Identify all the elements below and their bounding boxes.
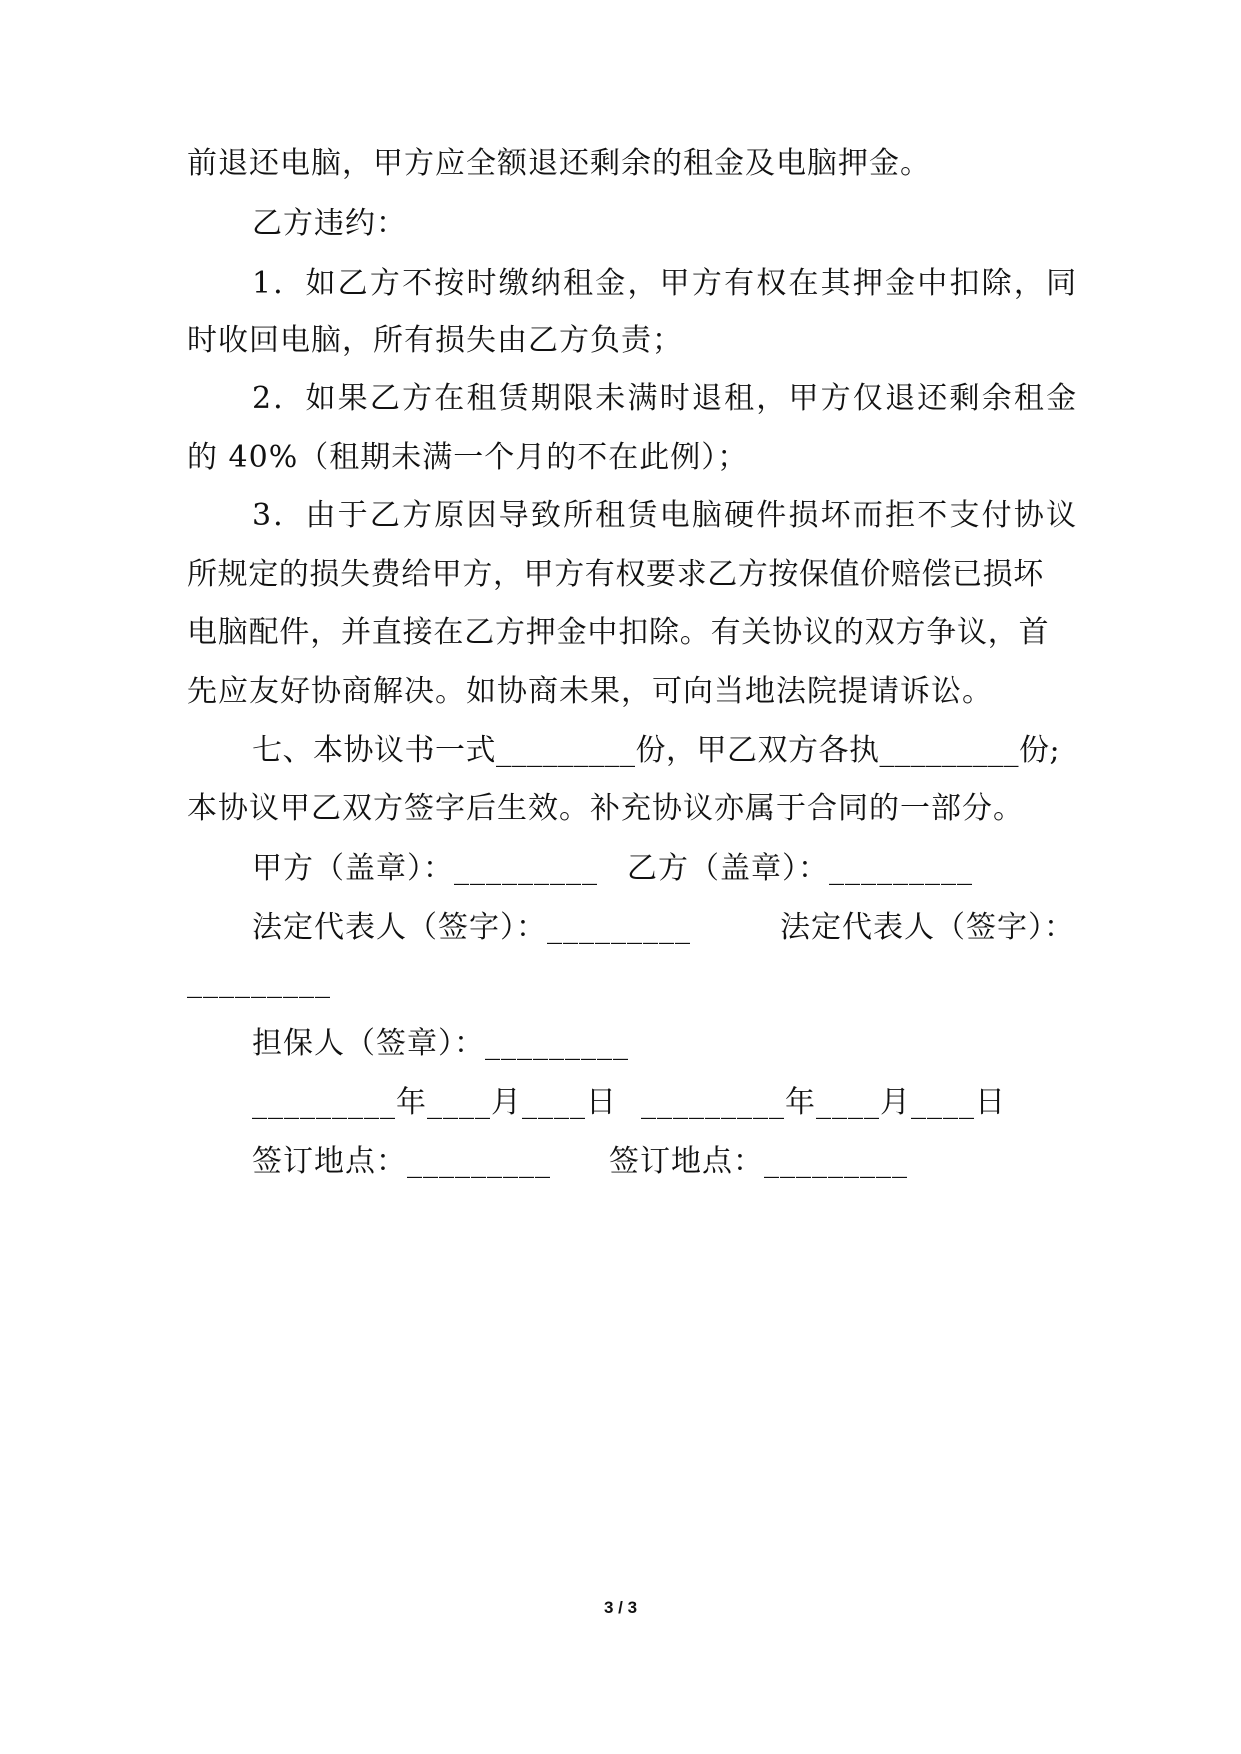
legal-rep-a-signature: 法定代表人（签字）：_________ <box>252 910 691 945</box>
date-party-b: _________年____月____日 <box>641 1085 1006 1120</box>
clause-3-line-2: 所规定的损失费给甲方，甲方有权要求乙方按保值价赔偿已损坏 <box>187 557 1044 592</box>
signing-place-a: 签订地点：_________ <box>252 1144 551 1179</box>
clause-1-line-2: 时收回电脑，所有损失由乙方负责； <box>187 323 683 358</box>
clause-7-line-1: 七、本协议书一式_________份，甲乙双方各执_________份; <box>252 733 1061 768</box>
legal-rep-b-signature: 法定代表人（签字）： <box>780 910 1075 945</box>
party-a-seal: 甲方（盖章）：_________ <box>252 851 598 886</box>
section-heading-party-b-breach: 乙方违约： <box>252 206 407 241</box>
clause-2-line-2: 的 40%（租期未满一个月的不在此例）； <box>187 440 749 475</box>
body-line: 前退还电脑，甲方应全额退还剩余的租金及电脑押金。 <box>187 146 931 181</box>
clause-3-line-3: 电脑配件，并直接在乙方押金中扣除。有关协议的双方争议，首 <box>187 615 1050 650</box>
guarantor-signature: 担保人（签章）：_________ <box>252 1026 629 1061</box>
clause-3-line-1: 3．由于乙方原因导致所租赁电脑硬件损坏而拒不支付协议 <box>252 498 1079 533</box>
clause-3-line-4: 先应友好协商解决。如协商未果，可向当地法院提请诉讼。 <box>187 674 993 709</box>
clause-7-line-2: 本协议甲乙双方签字后生效。补充协议亦属于合同的一部分。 <box>187 791 1024 826</box>
page-number: 3 / 3 <box>603 1598 638 1617</box>
legal-rep-b-signature-blank: _________ <box>187 964 331 999</box>
signing-place-b: 签订地点：_________ <box>609 1144 908 1179</box>
party-b-seal: 乙方（盖章）：_________ <box>627 851 973 886</box>
date-party-a: _________年____月____日 <box>252 1085 617 1120</box>
clause-1-line-1: 1．如乙方不按时缴纳租金，甲方有权在其押金中扣除，同 <box>252 266 1079 301</box>
clause-2-line-1: 2．如果乙方在租赁期限未满时退租，甲方仅退还剩余租金 <box>252 381 1079 416</box>
